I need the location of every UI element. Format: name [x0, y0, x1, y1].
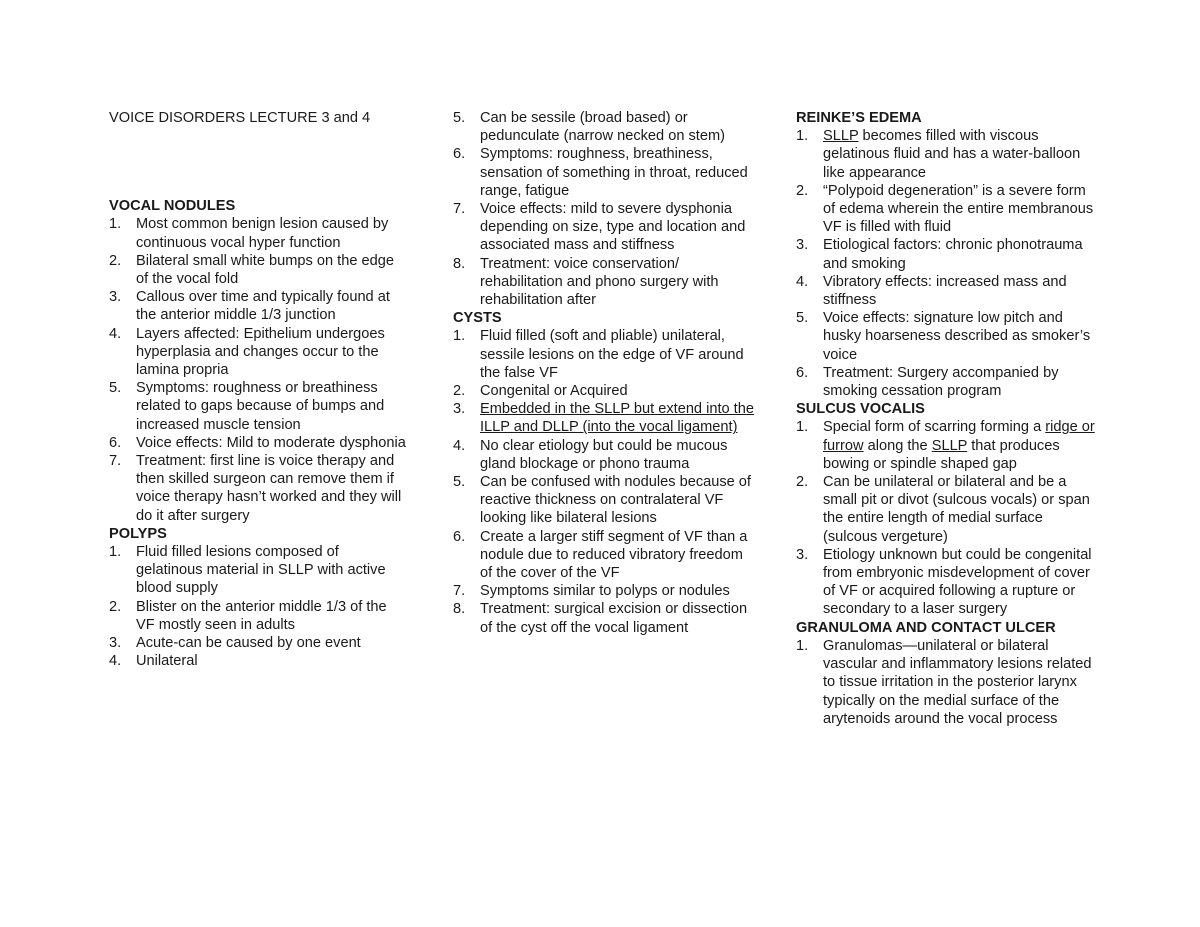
vocal-nodules-list: [109, 215, 409, 524]
list-item: 2. Bilateral small white bumps on the edge of the vocal fold: [109, 252, 394, 288]
list-item: 6. Voice effects: Mild to moderate dysphonia: [109, 434, 406, 451]
list-item: 3. Acute-can be caused by one event: [109, 635, 361, 652]
underlined-text: SLLP: [931, 437, 968, 454]
list-item: 5. Symptoms: roughness or breathiness related to gaps because of bumps and increased muscle tension: [109, 380, 385, 433]
list-item: 2. Congenital or Acquired: [453, 383, 628, 400]
list-item: 5. Can be confused with nodules because of reactive thickness on contralateral VF looking like bilateral lesions: [453, 474, 751, 527]
cysts-list: [453, 327, 758, 636]
section-heading-granuloma: GRANULOMA AND CONTACT ULCER: [796, 619, 1056, 636]
underlined-text: Embedded in the SLLP but extend into the ILLP and DLLP (into the vocal ligament): [480, 401, 754, 436]
list-item: 2. “Polypoid degeneration” is a severe form of edema wherein the entire membranous VF is filled with fluid: [796, 182, 1094, 236]
list-item: 1. Most common benign lesion caused by continuous vocal hyper function: [109, 216, 389, 251]
list-item: 1. Fluid filled (soft and pliable) unilateral, sessile lesions on the edge of VF around the false VF: [453, 328, 744, 381]
list-item: 2. Can be unilateral or bilateral and be a small pit or divot (sulcous vocals) or span the entire length of medial surface (sulcous vergeture): [796, 474, 1090, 545]
polyps-list: [109, 543, 409, 670]
section-heading-polyps: POLYPS: [109, 525, 167, 542]
list-item: 1. Special form of scarring forming a ridge or furrow along the SLLP that produces bowing or spindle shaped gap: [796, 419, 1095, 472]
list-item: 5. Voice effects: signature low pitch and husky hoarseness described as smoker’s voice: [796, 310, 1091, 363]
list-item: 6. Create a larger stiff segment of VF than a nodule due to reduced vibratory freedom of the cover of the VF: [453, 528, 748, 582]
list-item: 3. Etiology unknown but could be congenital from embryonic misdevelopment of cover of VF or acquired following a rupture or secondary to a laser surgery: [796, 546, 1092, 618]
list-item: 7. Treatment: first line is voice therapy and then skilled surgeon can remove them if voice therapy hasn’t worked and they will do it after surgery: [109, 453, 402, 524]
list-item: 8. Treatment: voice conservation/ rehabilitation and phono surgery with rehabilitation after: [453, 255, 719, 309]
column-middle: [453, 109, 758, 637]
section-heading-vocal-nodules: VOCAL NODULES: [109, 198, 236, 215]
list-item: 7. Voice effects: mild to severe dysphonia depending on size, type and location and associated mass and stiffness: [453, 201, 746, 254]
section-heading-cysts: CYSTS: [453, 310, 502, 327]
list-item: 1. SLLP becomes filled with viscous gelatinous fluid and has a water-balloon like appearance: [796, 128, 1081, 181]
list-item: 5. Can be sessile (broad based) or pedunculate (narrow necked on stem): [453, 110, 725, 145]
column-left: [109, 109, 409, 670]
sulcus-vocalis-list: [796, 418, 1096, 618]
list-item: 4. Vibratory effects: increased mass and stiffness: [796, 273, 1067, 309]
section-heading-sulcus-vocalis: SULCUS VOCALIS: [796, 401, 925, 418]
list-item: 8. Treatment: surgical excision or dissection of the cyst off the vocal ligament: [453, 601, 748, 636]
list-item: 6. Symptoms: roughness, breathiness, sensation of something in throat, reduced range, fatigue: [453, 146, 748, 199]
list-item: 1. Fluid filled lesions composed of gelatinous material in SLLP with active blood supply: [109, 544, 386, 597]
document-title: VOICE DISORDERS LECTURE 3 and 4: [109, 110, 371, 126]
list-item: 3. Callous over time and typically found at the anterior middle 1/3 junction: [109, 289, 390, 324]
polyps-list-continued: [453, 109, 758, 309]
list-item: 4. Layers affected: Epithelium undergoes hyperplasia and changes occur to the lamina propria: [109, 325, 385, 379]
list-item: 1. Granulomas—unilateral or bilateral vascular and inflammatory lesions related to tissue irritation in the posterior larynx typically on the medial surface of the arytenoids around the vocal process: [796, 637, 1092, 727]
underlined-text: ridge or furrow: [823, 419, 1095, 454]
column-right: [796, 109, 1096, 728]
underlined-text: SLLP: [823, 128, 859, 145]
list-item: 7. Symptoms similar to polyps or nodules: [453, 583, 730, 600]
list-item: 4. No clear etiology but could be mucous gland blockage or phono trauma: [453, 437, 728, 472]
list-item: 2. Blister on the anterior middle 1/3 of the VF mostly seen in adults: [109, 598, 387, 633]
reinkes-edema-list: [796, 127, 1096, 400]
section-heading-reinkes-edema: REINKE’S EDEMA: [796, 110, 922, 126]
list-item: 3. Etiological factors: chronic phonotrauma and smoking: [796, 237, 1083, 272]
list-item: 3. Embedded in the SLLP but extend into the ILLP and DLLP (into the vocal ligament): [453, 401, 754, 436]
list-item: 4. Unilateral: [109, 653, 198, 670]
list-item: 6. Treatment: Surgery accompanied by smoking cessation program: [796, 364, 1059, 400]
granuloma-list: [796, 637, 1096, 728]
